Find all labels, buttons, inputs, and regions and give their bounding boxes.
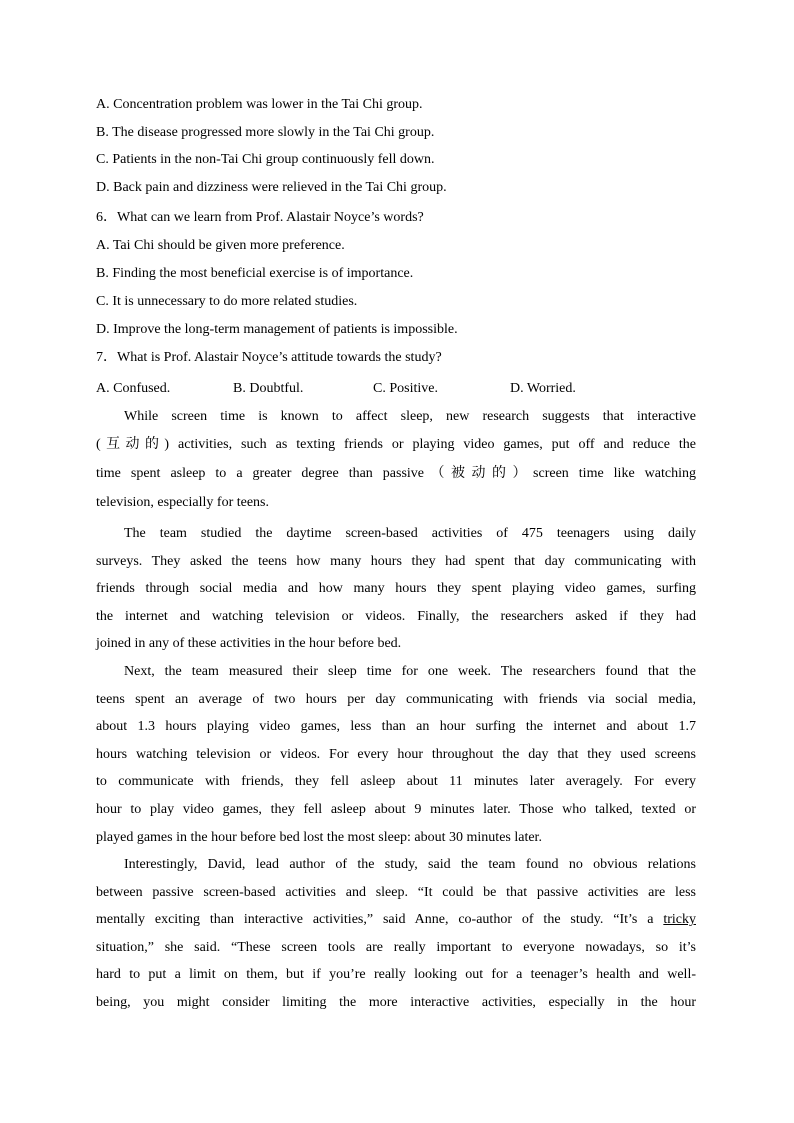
passage-line: hard to put a limit on them, but if you’re really looking out for a teenager’s health and well-	[96, 967, 696, 983]
passage-line: Next, the team measured their sleep time for one week. The researchers found that the	[124, 664, 696, 679]
passage-paragraph-2	[96, 520, 696, 658]
passage-paragraph-4	[96, 851, 696, 1017]
passage-line: surveys. They asked the teens how many hours they had spent that day communicating with	[96, 553, 696, 569]
passage-line: The team studied the daytime screen-based activities of 475 teenagers using daily	[124, 526, 696, 541]
passage-line: being, you might consider limiting the more interactive activities, especially in the hour	[96, 994, 696, 1010]
q6-option-a: A. Tai Chi should be given more preference.	[96, 238, 345, 253]
q7-option-c: C. Positive.	[373, 381, 438, 396]
passage-line: about 1.3 hours playing video games, less than an hour surfing the internet and about 1.7	[96, 719, 696, 735]
q7-option-d: D. Worried.	[510, 381, 576, 396]
passage-line: the internet and watching television or videos. Finally, the researchers asked if they had	[96, 608, 696, 624]
passage-line-text: mentally exciting than interactive activities,” said Anne, co-author of the study. “It’s a	[96, 912, 654, 928]
q5-option-b: B. The disease progressed more slowly in the Tai Chi group.	[96, 125, 435, 140]
passage-line: television, especially for teens.	[96, 495, 269, 511]
passage-line: time spent asleep to a greater degree than passive（被动的）screen time like watching	[96, 466, 696, 482]
passage-line: While screen time is known to affect sleep, new research suggests that interactive	[124, 409, 696, 424]
passage-line: hour to play video games, they fell asleep about 9 minutes later. Those who talked, texted or	[96, 801, 696, 817]
q5-option-c: C. Patients in the non-Tai Chi group continuously fell down.	[96, 152, 435, 167]
q7-option-a: A. Confused.	[96, 381, 171, 396]
q7-question: 7．What is Prof. Alastair Noyce’s attitude towards the study?	[96, 350, 442, 365]
passage-paragraph-3	[96, 658, 696, 851]
q7-option-b: B. Doubtful.	[233, 381, 304, 396]
passage-line: Interestingly, David, lead author of the study, said the team found no obvious relations	[124, 857, 696, 872]
passage-line: hours watching television or videos. For every hour throughout the day that they used screens	[96, 746, 696, 762]
passage-line-with-underline	[96, 906, 696, 934]
passage-line: joined in any of these activities in the hour before bed.	[96, 636, 402, 652]
q6-option-b: B. Finding the most beneficial exercise is of importance.	[96, 266, 414, 281]
passage-line: situation,” she said. “These screen tools are really important to everyone nowadays, so it’s	[96, 939, 696, 955]
passage-line: (互动的) activities, such as texting friends or playing video games, put off and reduce the	[96, 436, 696, 452]
passage-line: played games in the hour before bed lost the most sleep: about 30 minutes later.	[96, 829, 542, 845]
passage-line: friends through social media and how many hours they spent playing video games, surfing	[96, 581, 696, 597]
q5-option-d: D. Back pain and dizziness were relieved in the Tai Chi group.	[96, 180, 447, 195]
passage-line: to communicate with friends, they fell asleep about 11 minutes later averagely. For every	[96, 774, 696, 790]
q6-option-c: C. It is unnecessary to do more related studies.	[96, 294, 358, 309]
passage-line: teens spent an average of two hours per day communicating with friends via social media,	[96, 691, 696, 707]
underlined-word: tricky	[663, 912, 696, 928]
q5-option-a: A. Concentration problem was lower in the Tai Chi group.	[96, 97, 423, 112]
passage-paragraph-1	[96, 403, 696, 517]
passage-line: between passive screen-based activities and sleep. “It could be that passive activities are less	[96, 884, 696, 900]
q6-question: 6．What can we learn from Prof. Alastair Noyce’s words?	[96, 210, 424, 225]
q6-option-d: D. Improve the long-term management of patients is impossible.	[96, 322, 458, 337]
